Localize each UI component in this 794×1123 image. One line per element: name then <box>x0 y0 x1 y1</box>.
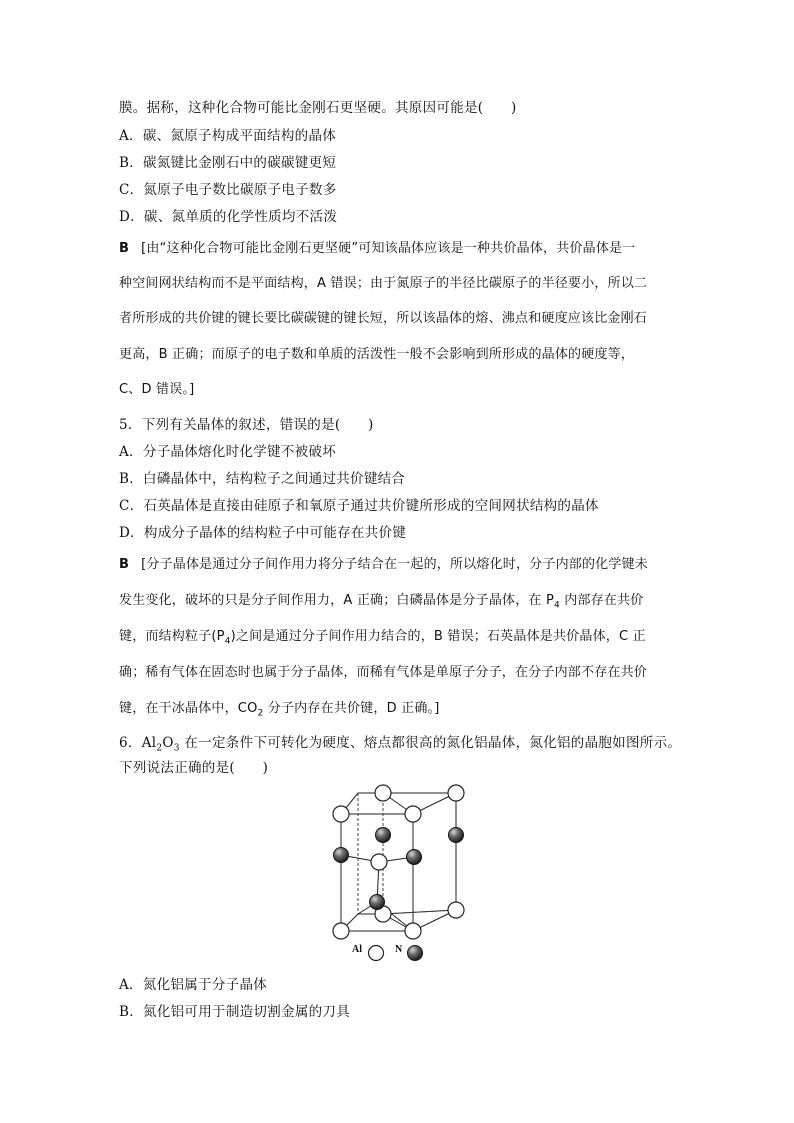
al-atom <box>375 785 391 801</box>
q6-stem-line-2: 下列说法正确的是( ) <box>119 760 269 776</box>
q5-answer: B <box>119 557 130 572</box>
q6-option-a: A．氮化铝属于分子晶体 <box>119 977 268 993</box>
n-atom <box>407 850 422 865</box>
q5-explanation-line-1: B [分子晶体是通过分子间作用力将分子结合在一起的，所以熔化时，分子内部的化学键未 <box>119 557 648 572</box>
q5-option-a: A．分子晶体熔化时化学键不被破坏 <box>119 444 337 460</box>
al-atom <box>405 806 421 822</box>
q4-explanation-line-3: 者所形成的共价键的键长要比碳碳键的键长短，所以该晶体的熔、沸点和硬度应该比金刚石 <box>119 311 648 326</box>
q5-explanation-line-5: 键，在干冰晶体中，$CO_2$ 分子内存在共价键，D 正确。] <box>119 701 440 719</box>
q5-explanation-line-3: 键，而结构粒子$(P_4)$之间是通过分子间作用力结合的，B 错误；石英晶体是共价晶体，C 正 <box>119 629 646 647</box>
q4-stem-tail: 膜。据称，这种化合物可能比金刚石更坚硬。其原因可能是( ) <box>119 100 517 116</box>
n-atom <box>376 828 391 843</box>
q4-answer: B <box>119 241 130 256</box>
q5-stem: 5．下列有关晶体的叙述，错误的是( ) <box>119 417 374 433</box>
n-atom <box>370 895 385 910</box>
legend-n-label: N <box>395 944 403 955</box>
al-atom <box>371 854 387 870</box>
q4-option-a: A．碳、氮原子构成平面结构的晶体 <box>119 128 337 144</box>
al-atom <box>448 785 464 801</box>
n-atom <box>334 848 349 863</box>
q4-explanation-line-1: B [由“这种化合物可能比金刚石更坚硬”可知该晶体应该是一种共价晶体，共价晶体是一 <box>119 241 636 256</box>
aln-unit-cell-figure <box>320 778 480 968</box>
al-atom <box>405 923 421 939</box>
al-atom <box>333 923 349 939</box>
al-atom <box>333 806 349 822</box>
n-atom <box>449 828 464 843</box>
q6-option-b: B．氮化铝可用于制造切割金属的刀具 <box>119 1004 351 1020</box>
al-atom <box>448 902 464 918</box>
q4-explanation-line-5: C、D 错误。] <box>119 382 195 397</box>
q4-explanation-line-4: 更高，B 正确；而原子的电子数和单质的活泼性一般不会影响到所形成的晶体的硬度等， <box>119 347 635 362</box>
q6-stem-line-1: 6．$Al_2O_3$ 在一定条件下可转化为硬度、熔点都很高的氮化铝晶体，氮化铝的晶胞如图所示。 <box>119 735 682 754</box>
q4-option-d: D．碳、氮单质的化学性质均不活泼 <box>119 209 338 225</box>
q4-explanation-line-2: 种空间网状结构而不是平面结构，A 错误；由于氮原子的半径比碳原子的半径要小，所以二 <box>119 276 648 291</box>
q4-option-b: B．碳氮键比金刚石中的碳碳键更短 <box>119 155 337 171</box>
q5-option-c: C．石英晶体是直接由硅原子和氧原子通过共价键所形成的空间网状结构的晶体 <box>119 498 599 514</box>
q4-option-c: C．氮原子电子数比碳原子电子数多 <box>119 182 337 198</box>
q5-option-d: D．构成分子晶体的结构粒子中可能存在共价键 <box>119 525 407 541</box>
legend-al-circle-icon <box>367 944 385 962</box>
q5-option-b: B．白磷晶体中，结构粒子之间通过共价键结合 <box>119 471 406 487</box>
legend-n-circle-icon <box>406 944 424 962</box>
q5-explanation-line-2: 发生变化，破坏的只是分子间作用力，A 正确；白磷晶体是分子晶体，在 $P_4$ 内部存在共价 <box>119 593 644 611</box>
q5-explanation-line-4: 确；稀有气体在固态时也属于分子晶体，而稀有气体是单原子分子，在分子内部不存在共价 <box>119 665 648 680</box>
legend-al-label: Al <box>352 944 362 955</box>
n-atoms <box>334 828 464 910</box>
